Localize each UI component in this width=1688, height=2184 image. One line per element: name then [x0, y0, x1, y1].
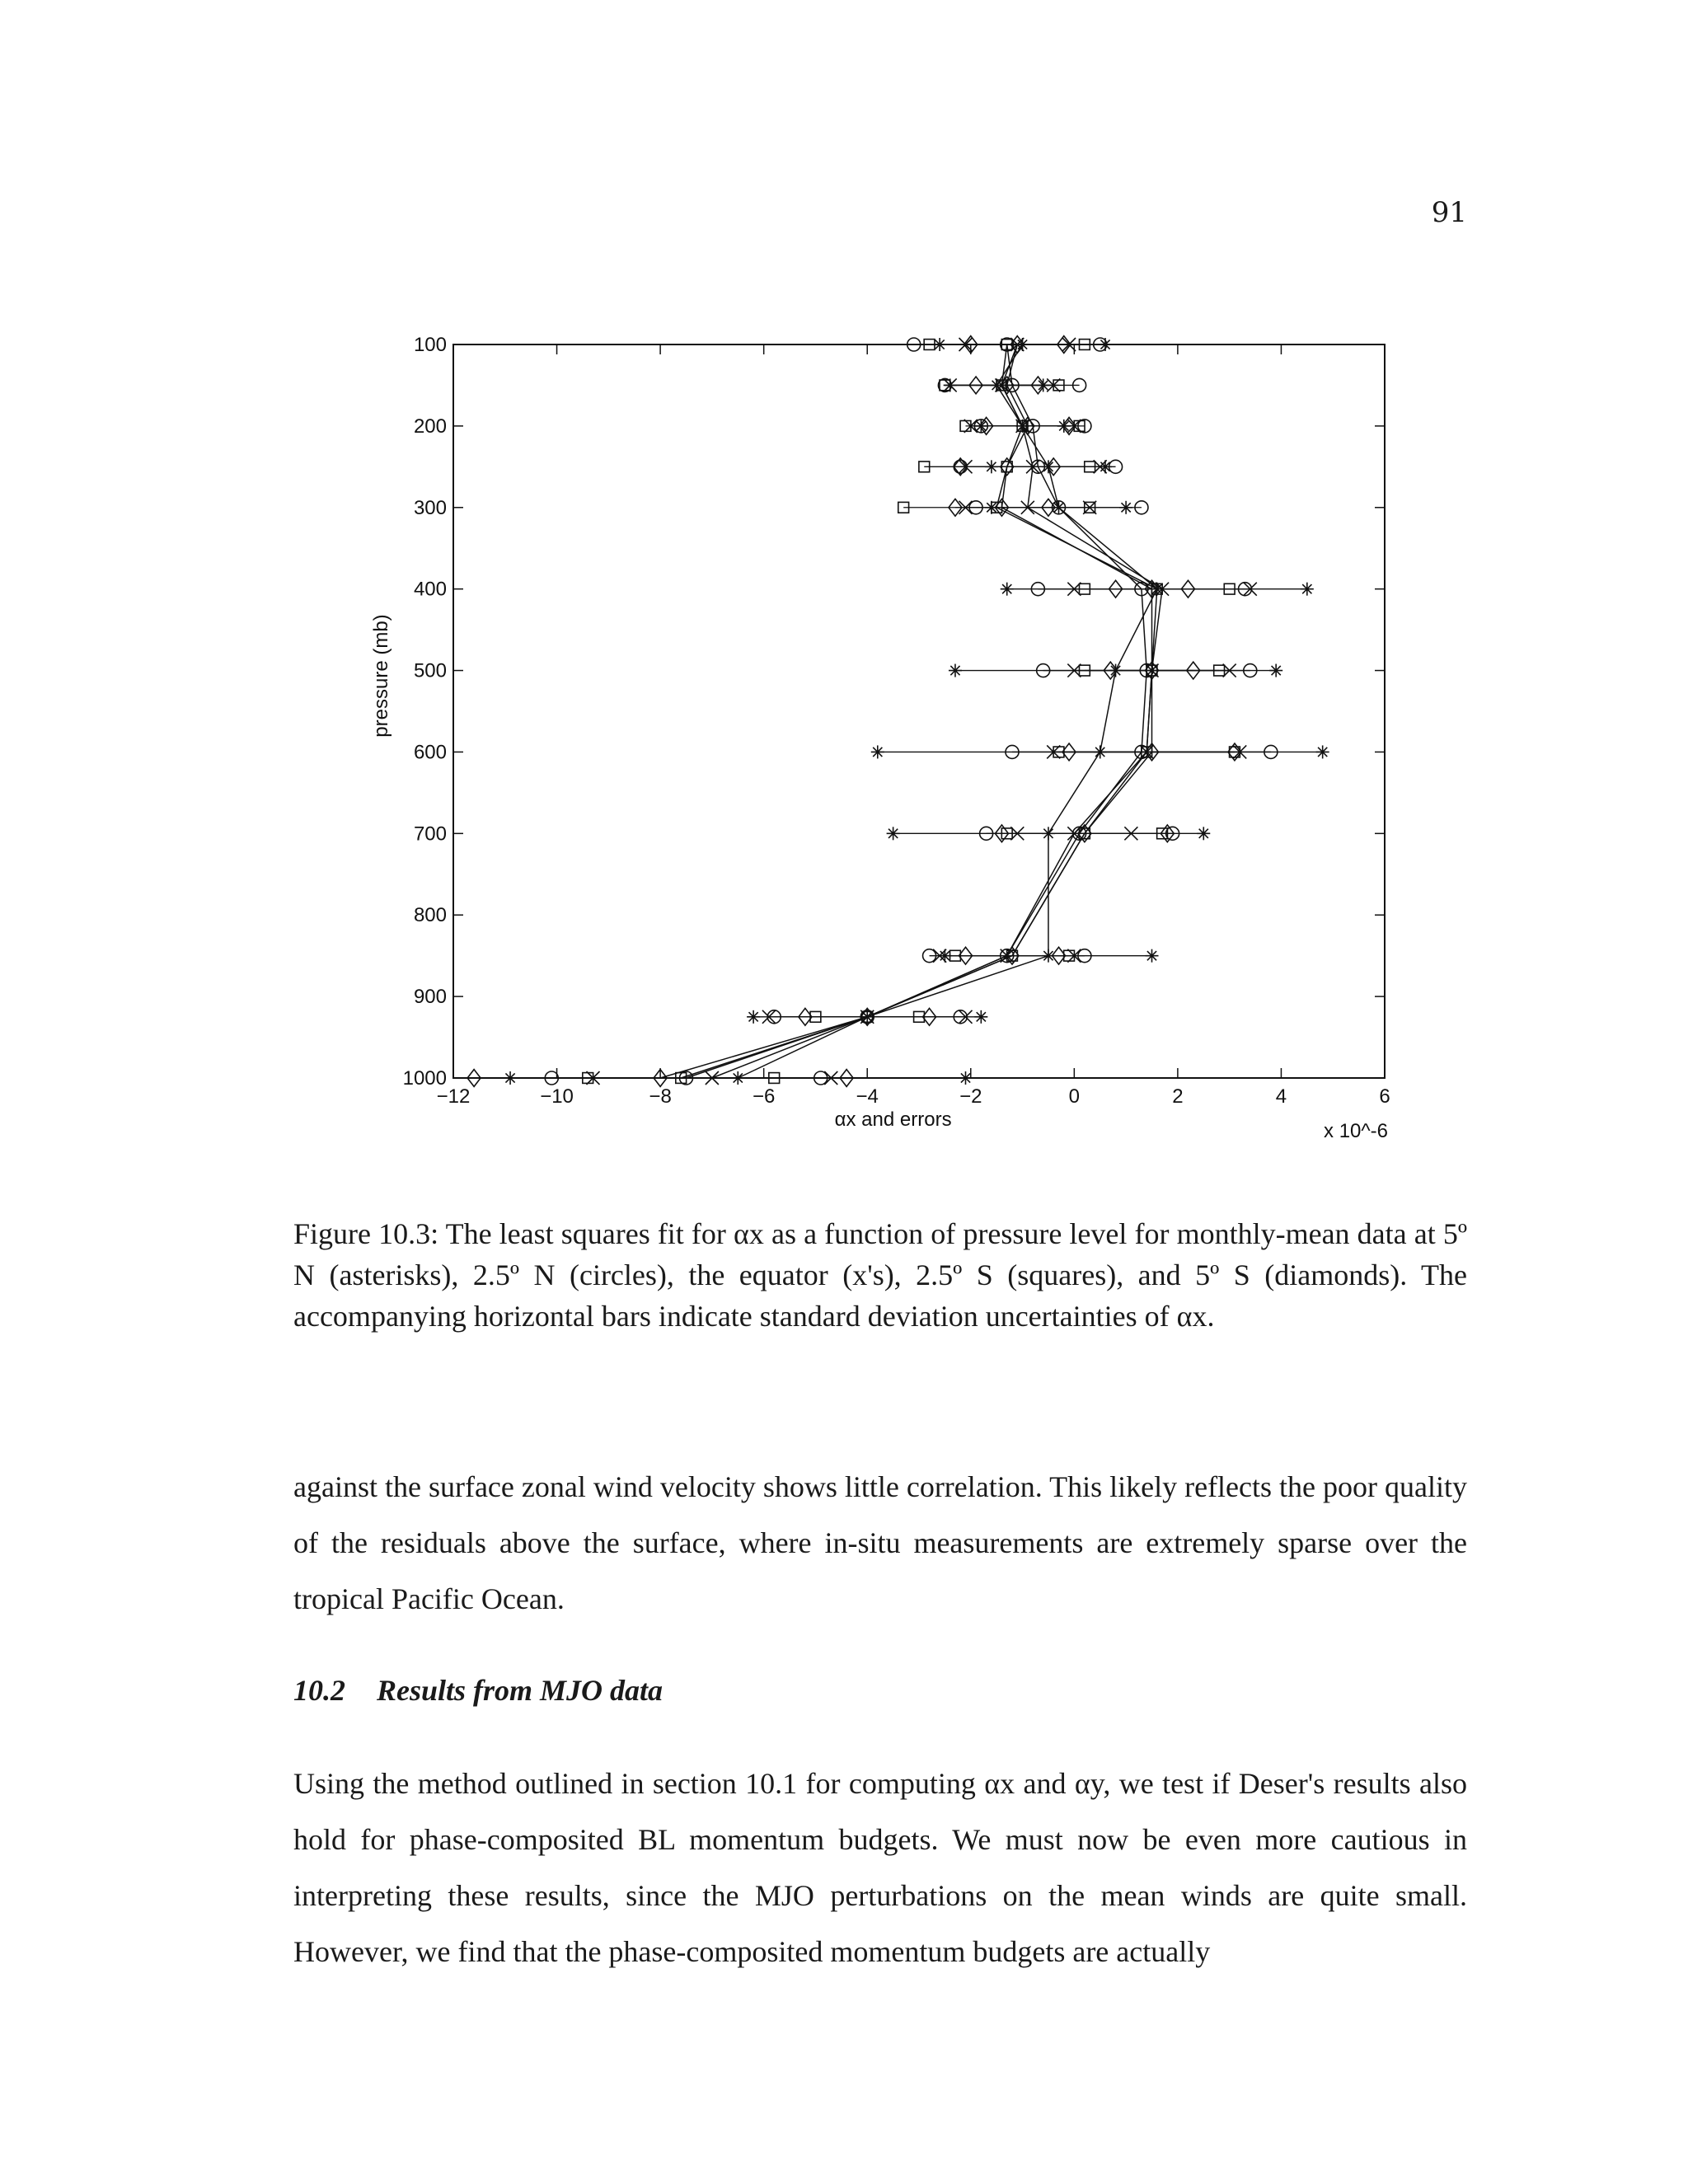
y-tick-label: 300 [413, 496, 447, 519]
x-tick-label: 6 [1379, 1085, 1390, 1108]
y-tick-label: 500 [413, 659, 447, 682]
data-point-asterisk [1301, 583, 1314, 596]
data-point-asterisk [1269, 664, 1282, 677]
series-diamond [467, 336, 1241, 1087]
series-asterisk [504, 338, 1329, 1085]
series-line-asterisk [738, 344, 1157, 1078]
y-tick-label: 600 [413, 741, 447, 764]
y-tick-label: 1000 [402, 1067, 447, 1090]
y-tick-label: 200 [413, 415, 447, 438]
x-tick-label: 4 [1275, 1085, 1287, 1108]
data-point-asterisk [871, 745, 884, 758]
series-line-square [681, 344, 1157, 1078]
x-tick-label: −4 [856, 1085, 879, 1108]
data-point-asterisk [1197, 827, 1210, 840]
data-point-asterisk [1146, 949, 1159, 963]
figure-caption [293, 1213, 1467, 1337]
data-point-asterisk [1001, 583, 1014, 596]
x-tick-label: 0 [1068, 1085, 1081, 1108]
series-x [587, 338, 1257, 1085]
y-tick-label: 800 [413, 904, 447, 927]
data-point-asterisk [949, 664, 962, 677]
plot-area-frame [453, 344, 1385, 1078]
x-tick-label: −10 [540, 1085, 574, 1108]
data-point-asterisk [747, 1010, 760, 1024]
data-point-asterisk [887, 827, 900, 840]
x-tick-label: −6 [752, 1085, 776, 1108]
figure-10-3 [354, 321, 1467, 1162]
section-heading [293, 1673, 663, 1708]
x-axis-label: αx and errors [834, 1108, 952, 1131]
x-axis-scale-label: x 10^-6 [1324, 1120, 1388, 1142]
x-tick-label: −12 [436, 1085, 471, 1108]
x-tick-label: −2 [959, 1085, 982, 1108]
x-tick-label: −8 [649, 1085, 672, 1108]
y-tick-label: 700 [413, 823, 447, 846]
series-line-diamond [660, 344, 1151, 1078]
y-tick-label: 900 [413, 986, 447, 1009]
alpha-x-chart [354, 321, 1467, 1162]
section-number: 10.2 [293, 1674, 345, 1707]
y-axis-label: pressure (mb) [370, 614, 392, 738]
series-square [583, 340, 1240, 1084]
data-point-asterisk [1316, 745, 1329, 758]
y-tick-label: 100 [413, 334, 447, 356]
paragraph-1: against the surface zonal wind velocity shows little correlation. This likely reflects the poor quality of the residuals above the surface, where in-situ measurements are extremely sparse over the tropical Pacific Ocean. [293, 1470, 1467, 1615]
series-line-circle [687, 344, 1147, 1078]
caption-text: The least squares fit for αx as a function of pressure level for monthly-mean data at 5º N (asterisks), 2.5º N (circles), the equator (x's), 2.5º S (squares), and 5º S (diamonds). The accompanying horizontal bars indicate standard deviation uncertainties of αx. [293, 1217, 1467, 1333]
x-tick-label: 2 [1172, 1085, 1184, 1108]
y-tick-label: 400 [413, 578, 447, 601]
series-circle [545, 338, 1278, 1085]
page-number: 91 [1431, 196, 1467, 229]
section-title: Results from MJO data [377, 1674, 663, 1707]
paragraph-2: Using the method outlined in section 10.1 for computing αx and αy, we test if Deser's results also hold for phase-composited BL momentum budgets. We must now be even more cautious in interpreting these results, since the MJO perturbations on the mean winds are quite small. However, we find that the phase-composited momentum budgets are actually [293, 1767, 1467, 1968]
data-point-asterisk [974, 1010, 987, 1024]
series-line-x [712, 344, 1162, 1078]
caption-label: Figure 10.3: [293, 1217, 439, 1250]
